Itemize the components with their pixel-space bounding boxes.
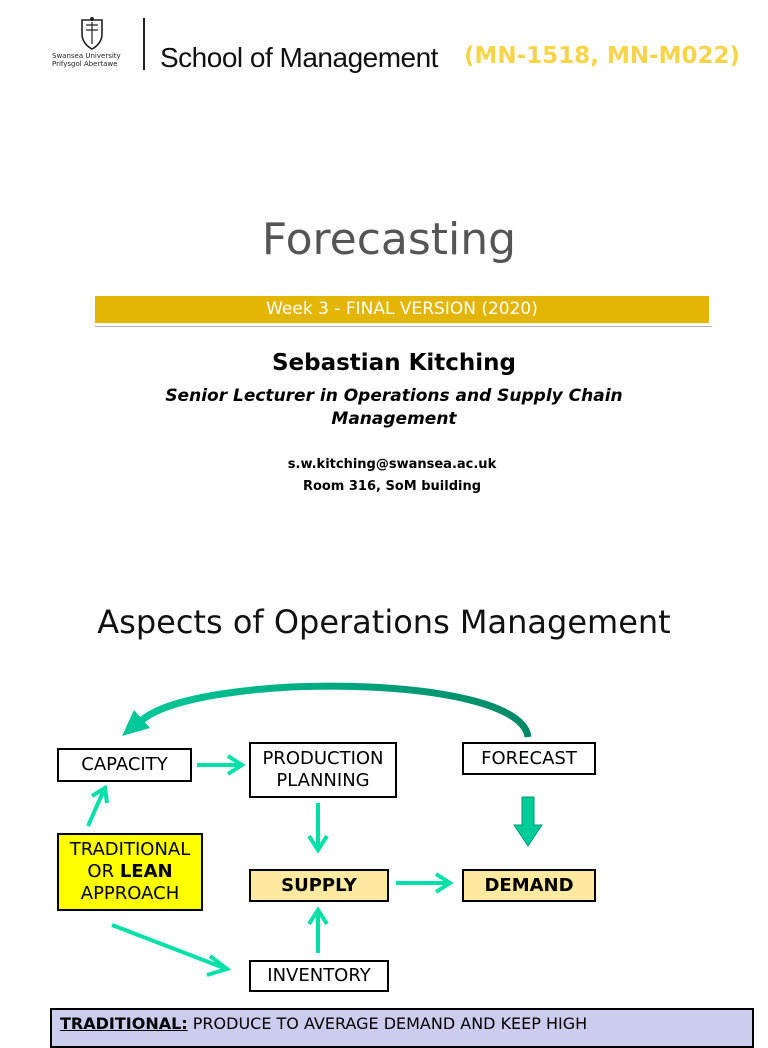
header-divider	[143, 18, 145, 70]
university-crest-logo	[78, 16, 106, 50]
university-name-welsh: Prifysgol Abertawe	[52, 60, 118, 68]
production-label-line2: PLANNING	[276, 770, 370, 791]
traditional-explanation-text: PRODUCE TO AVERAGE DEMAND AND KEEP HIGH	[187, 1014, 588, 1033]
lean-text: LEAN	[119, 861, 173, 882]
traditional-to-capacity-arrow	[88, 788, 107, 826]
author-role: Senior Lecturer in Operations and Supply Chain Management	[165, 386, 623, 429]
module-codes: (MN-1518, MN-M022)	[464, 43, 741, 69]
demand-label: DEMAND	[484, 874, 574, 896]
supply-box	[249, 869, 389, 902]
forecast-to-capacity-arrow	[140, 686, 528, 737]
traditional-label-line2	[87, 861, 172, 883]
traditional-label-line1: TRADITIONAL	[69, 839, 191, 860]
forecast-label: FORECAST	[481, 747, 577, 769]
school-name: School of Management	[160, 42, 438, 73]
traditional-explanation-box	[50, 1008, 754, 1048]
author-email: s.w.kitching@swansea.ac.uk	[287, 457, 497, 472]
university-name-english: Swansea University	[52, 52, 121, 60]
slide-title: Forecasting	[261, 214, 517, 265]
traditional-or-text: OR	[87, 861, 120, 882]
traditional-to-inventory-arrow	[112, 925, 227, 975]
capacity-box	[57, 748, 192, 782]
supply-to-demand-arrow	[396, 874, 450, 892]
author-room: Room 316, SoM building	[302, 479, 482, 494]
demand-box	[462, 869, 596, 902]
forecast-box	[462, 742, 596, 775]
week-banner: Week 3 - FINAL VERSION (2020)	[95, 296, 709, 323]
inventory-label: INVENTORY	[267, 965, 371, 986]
supply-label: SUPPLY	[281, 874, 357, 896]
production-label-line1: PRODUCTION	[262, 748, 384, 769]
traditional-or-lean-box	[57, 833, 203, 911]
production-to-supply-arrow	[309, 803, 327, 850]
inventory-box	[249, 960, 389, 992]
production-planning-box	[249, 742, 397, 798]
capacity-label: CAPACITY	[81, 754, 168, 775]
traditional-explanation-label: TRADITIONAL:	[60, 1014, 188, 1033]
inventory-to-supply-arrow	[309, 910, 327, 953]
aspects-title: Aspects of Operations Management	[97, 603, 671, 641]
author-name: Sebastian Kitching	[271, 350, 517, 376]
forecast-to-demand-arrow	[514, 797, 542, 846]
banner-rule	[95, 326, 712, 327]
traditional-label-line3: APPROACH	[80, 883, 180, 904]
capacity-to-production-arrow	[197, 756, 242, 774]
